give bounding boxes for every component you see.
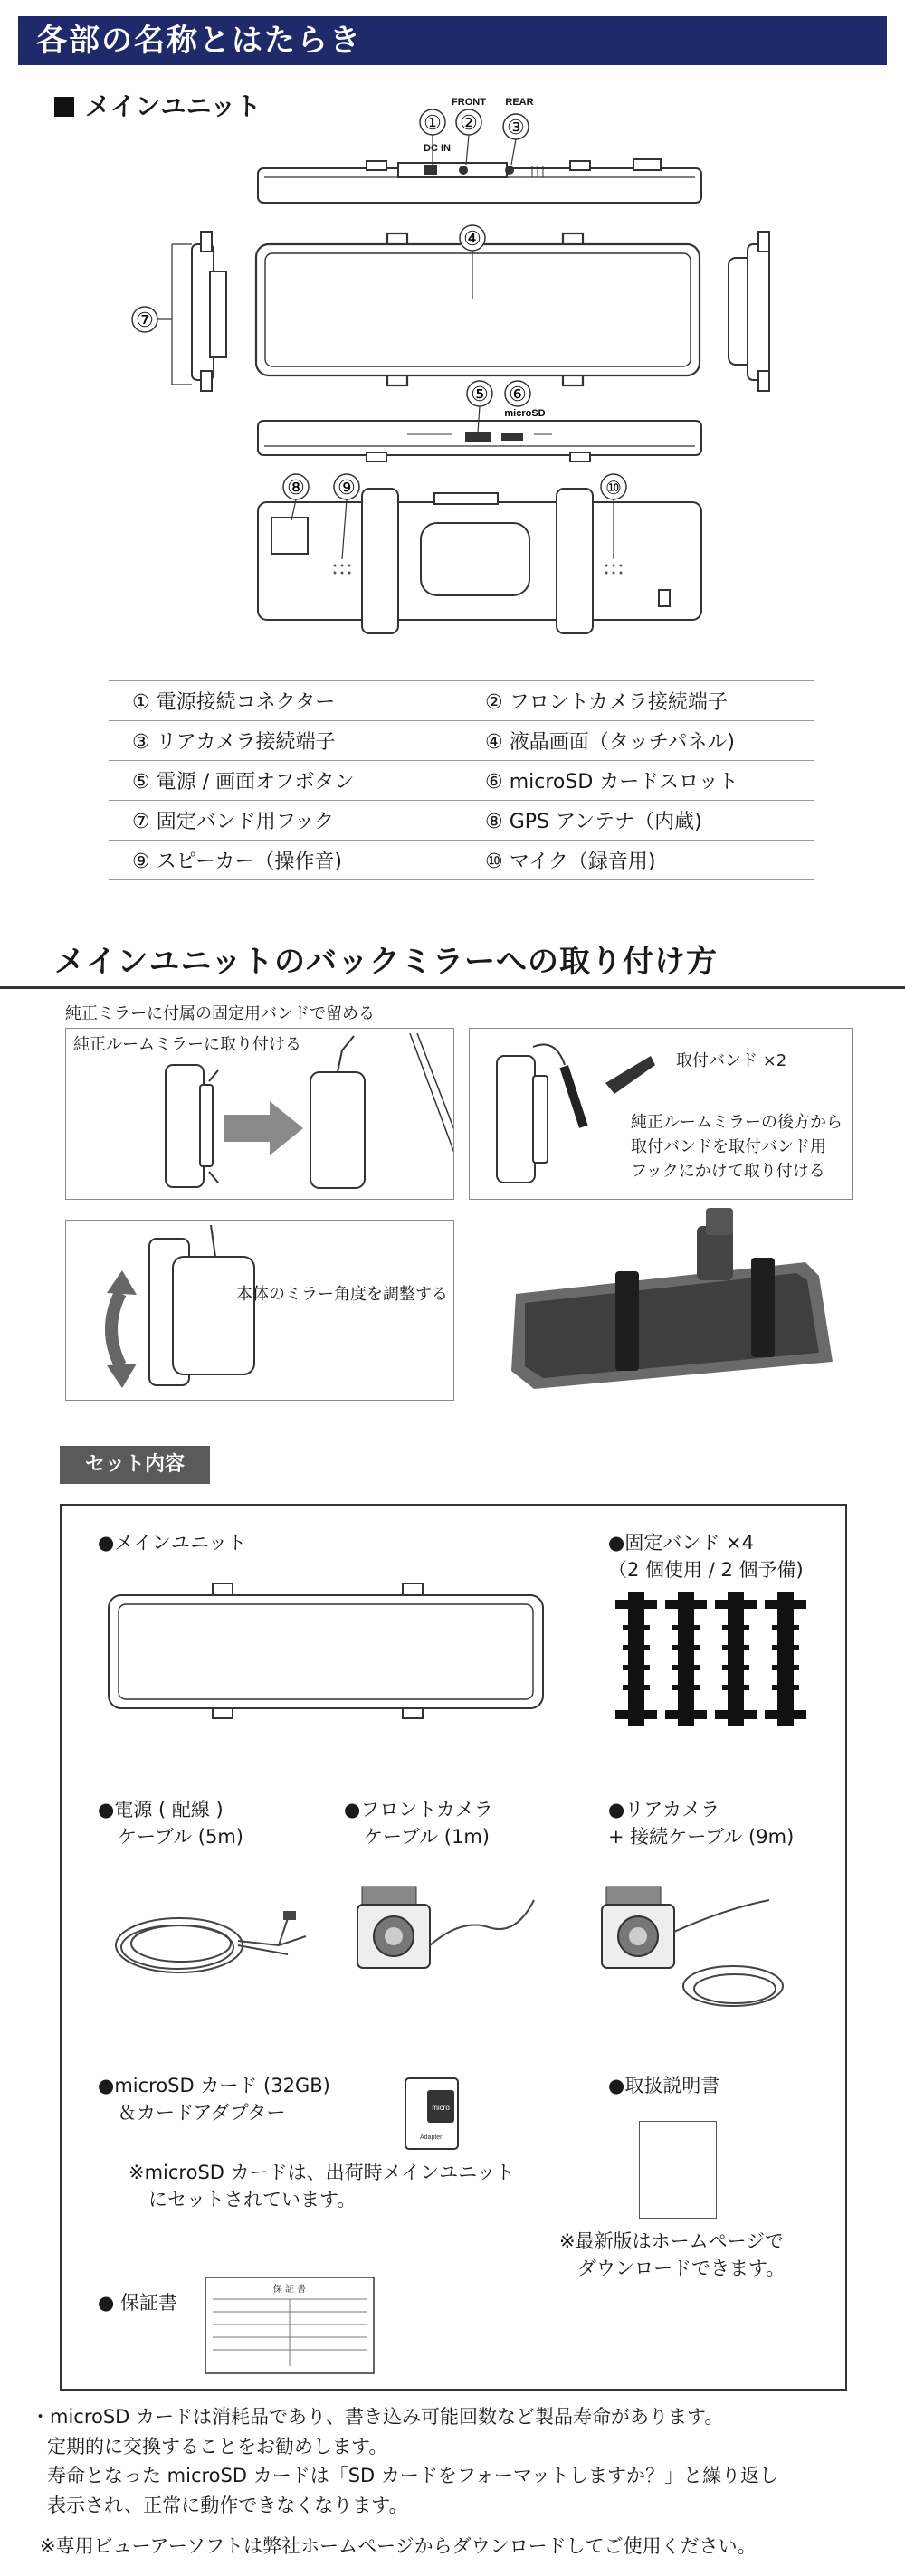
section-divider — [0, 986, 905, 989]
manual-note — [559, 2228, 785, 2283]
sd-note-line-2: にセットされています。 — [148, 2189, 357, 2211]
callout-3: ③ — [507, 116, 525, 138]
sd-note — [129, 2159, 514, 2214]
step3-text: 本体のミラー角度を調整する — [236, 1285, 448, 1304]
part-9: ⑨ スピーカー（操作音) — [109, 841, 462, 880]
arrow-icon — [605, 1056, 655, 1094]
callout-2: ② — [460, 111, 478, 134]
warranty-image — [204, 2276, 376, 2375]
set-contents-label: セット内容 — [60, 1446, 210, 1484]
sd-adapter: ＆カードアダプター — [118, 2102, 286, 2124]
top-view — [258, 159, 701, 203]
adapter-label: Adapter — [420, 2134, 443, 2141]
rear-label: REAR — [505, 97, 534, 108]
front-length: ケーブル (1m) — [364, 1826, 490, 1849]
front-camera-image — [353, 1882, 552, 1991]
callout-10: ⑩ — [605, 479, 622, 499]
footer-line-1: ・microSD カードは消耗品であり、書き込み可能回数など製品寿命があります。 — [31, 2406, 724, 2428]
power-label: ●電源 ( 配線 ) — [98, 1799, 224, 1820]
mount-step-heading: 純正ミラーに付属の固定用バンドで留める — [65, 1004, 375, 1023]
footer-note-2: ※専用ビューアーソフトは弊社ホームページからダウンロードしてご使用ください。 — [40, 2535, 757, 2557]
part-6: ⑥ microSD カードスロット — [462, 761, 814, 801]
left-side-view — [192, 232, 226, 391]
step2-box — [469, 1028, 853, 1200]
step2-line-1: 純正ルームミラーの後方から — [631, 1113, 843, 1132]
table-row — [109, 841, 814, 880]
manual-note-line-2: ダウンロードできます。 — [577, 2258, 786, 2280]
step1-text: 純正ルームミラーに取り付ける — [73, 1035, 301, 1054]
main-unit-image — [104, 1579, 557, 1724]
front-view — [256, 233, 700, 385]
part-4: ④ 液晶画面（タッチパネル) — [462, 721, 814, 761]
warranty-doc-title: 保 証 書 — [272, 2285, 307, 2295]
item-microsd — [98, 2072, 330, 2127]
footer-note-1 — [31, 2402, 778, 2520]
page-title: 各部の名称とはたらき — [18, 16, 887, 65]
dcin-label: DC IN — [424, 143, 451, 154]
manual-note-line-1: ※最新版はホームページで — [559, 2230, 785, 2252]
bands-note: （2 個使用 / 2 個予備) — [608, 1559, 804, 1582]
item-bands — [608, 1529, 804, 1584]
parts-table — [109, 680, 814, 880]
table-row — [109, 681, 814, 721]
callout-9: ⑨ — [338, 476, 356, 499]
callout-8: ⑧ — [287, 476, 305, 499]
callout-7: ⑦ — [136, 309, 154, 331]
microsd-label: microSD — [504, 408, 546, 419]
bands-label: ●固定バンド ×4 — [608, 1532, 754, 1554]
part-2: ② フロントカメラ接続端子 — [462, 681, 814, 721]
part-10: ⑩ マイク（録音用) — [462, 841, 814, 880]
callout-6: ⑥ — [509, 383, 527, 405]
item-power-cable — [98, 1796, 243, 1851]
step3-box — [65, 1220, 454, 1401]
callout-5: ⑤ — [471, 383, 489, 405]
footer-line-2: 定期的に交換することをお勧めします。 — [47, 2435, 388, 2457]
band-label: 取付バンド ×2 — [676, 1051, 787, 1070]
step2-line-3: フックにかけて取り付ける — [631, 1162, 825, 1181]
callout-4: ④ — [463, 227, 481, 250]
mirror-mounted-photo — [489, 1208, 851, 1398]
microsd-image — [398, 2074, 480, 2155]
sd-note-line-1: ※microSD カードは、出荷時メインユニット — [129, 2162, 515, 2183]
bottom-view — [258, 421, 701, 461]
arrow-right-icon — [224, 1101, 303, 1155]
right-side-view — [729, 232, 769, 391]
rear-camera-image — [597, 1882, 805, 2027]
step2-text — [631, 1110, 843, 1183]
main-unit-label: メインユニット — [85, 91, 262, 121]
part-3: ③ リアカメラ接続端子 — [109, 721, 462, 761]
front-label: FRONT — [452, 97, 486, 108]
step1-box — [65, 1028, 454, 1200]
item-manual: ●取扱説明書 — [608, 2075, 720, 2096]
power-length: ケーブル (5m) — [118, 1826, 243, 1849]
sd-card-label: micro — [432, 2104, 450, 2112]
part-7: ⑦ 固定バンド用フック — [109, 801, 462, 841]
step2-line-2: 取付バンドを取付バンド用 — [631, 1137, 826, 1156]
rotate-arrow-icon — [111, 1293, 120, 1365]
step3-illustration — [66, 1221, 453, 1400]
callout-1: ① — [424, 111, 442, 134]
mount-title: メインユニットのバックミラーへの取り付け方 — [54, 944, 718, 980]
item-rear-camera — [608, 1796, 794, 1851]
front-label: ●フロントカメラ — [344, 1799, 493, 1820]
item-warranty: ● 保証書 — [98, 2292, 177, 2314]
table-row — [109, 721, 814, 761]
part-8: ⑧ GPS アンテナ（内蔵) — [462, 801, 814, 841]
part-1: ① 電源接続コネクター — [109, 681, 462, 721]
item-front-camera — [344, 1796, 493, 1851]
back-view — [258, 489, 701, 633]
footer-line-4: 表示され、正常に動作できなくなります。 — [47, 2494, 408, 2516]
main-unit-diagram — [0, 0, 905, 670]
item-main-unit: ●メインユニット — [98, 1532, 247, 1554]
manual-image — [639, 2121, 717, 2219]
step1-illustration — [66, 1029, 453, 1199]
footer-line-3: 寿命となった microSD カードは「SD カードをフォーマットしますか？」と繰り返し — [47, 2465, 778, 2487]
bands-image — [615, 1592, 814, 1728]
table-row — [109, 761, 814, 801]
part-5: ⑤ 電源 / 画面オフボタン — [109, 761, 462, 801]
power-cable-image — [107, 1891, 315, 1991]
rear-label: ●リアカメラ — [608, 1799, 720, 1820]
sd-label: ●microSD カード (32GB) — [98, 2075, 330, 2096]
rear-cable: + 接続ケーブル (9m) — [608, 1826, 795, 1849]
table-row — [109, 801, 814, 841]
